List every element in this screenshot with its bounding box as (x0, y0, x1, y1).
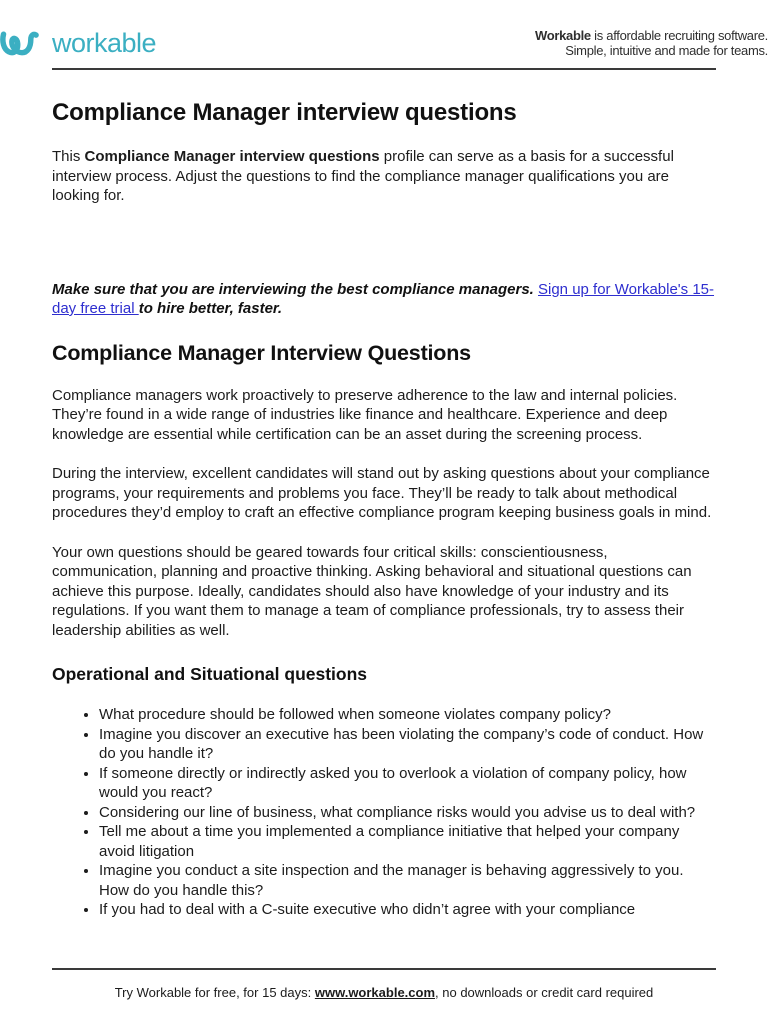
question-item: • Imagine you conduct a site inspection and the manager is behaving aggressively to you. How do you handle this? (99, 861, 716, 900)
footer-post-text: , no downloads or credit card required (435, 985, 654, 1000)
subsection-heading: Operational and Situational questions (52, 664, 368, 684)
cta-lead-text: Make sure that you are interviewing the best compliance managers. (52, 280, 538, 298)
intro-post-text: profile can serve as a basis for a successful interview process. Adjust the questions to find the compliance manager qualifications you are looking for. (52, 148, 674, 204)
tagline-line-2: Simple, intuitive and made for teams. (565, 43, 768, 58)
body-paragraph-3: Your own questions should be geared towards four critical skills: conscientiousness, communication, planning and proactive thinking. Asking behavioral and situational questions can achieve this purpose. Ideally, candidates should also have knowledge of your industry and its regulations. If you want them to manage a team of compliance professionals, try to assess their leadership abilities as well. (52, 543, 692, 639)
page-header (0, 0, 768, 68)
body-paragraph-2: During the interview, excellent candidates will stand out by asking questions about your compliance programs, your requirements and problems you face. They’ll be ready to talk about methodical procedures they’d employ to craft an effective compliance program keeping business goals in mind. (52, 465, 712, 521)
cta-note (52, 280, 716, 319)
tagline-brand-bold: Workable (534, 28, 591, 43)
question-item: • If someone directly or indirectly asked you to overlook a violation of company policy, how would you react? (99, 764, 716, 803)
footer-pre-text: Try Workable for free, for 15 days: (114, 985, 315, 1000)
intro-pre-text: This (52, 148, 85, 165)
intro-bold-text: Compliance Manager interview questions (84, 148, 380, 165)
workable-logo (0, 27, 156, 59)
page-footer (52, 968, 716, 1000)
question-item: • If you had to deal with a C-suite executive who didn’t agree with your compliance (99, 900, 716, 920)
document-content (52, 99, 716, 920)
tagline-line-1 (535, 28, 768, 43)
body-paragraph-1: Compliance managers work proactively to preserve adherence to the law and internal policies. They’re found in a wide range of industries like finance and healthcare. Experience and deep knowledge are essential while certification can be an asset during the screening process. (52, 386, 678, 443)
header-rule (52, 68, 716, 70)
workable-squiggle-icon (0, 27, 44, 59)
question-item: • Imagine you discover an executive has been violating the company’s code of conduct. How do you handle it? (99, 725, 716, 764)
question-item: • Tell me about a time you implemented a compliance initiative that helped your company avoid litigation (99, 822, 716, 861)
section-heading: Compliance Manager Interview Questions (52, 340, 471, 365)
questions-list (52, 705, 716, 920)
intro-paragraph (52, 147, 716, 206)
workable-wordmark: workable (52, 27, 157, 58)
workable-url-link[interactable]: www.workable.com (314, 985, 436, 1000)
question-item: • What procedure should be followed when someone violates company policy? (99, 705, 716, 725)
tagline-line-1-rest: is affordable recruiting software. (590, 28, 768, 43)
question-item: • Considering our line of business, what compliance risks would you advise us to deal with? (99, 803, 716, 823)
header-tagline (535, 28, 768, 58)
page-title: Compliance Manager interview questions (52, 99, 517, 126)
cta-tail-text: to hire better, faster. (138, 300, 283, 317)
signup-trial-link[interactable]: Sign up for Workable's 15-day free trial (52, 280, 715, 317)
